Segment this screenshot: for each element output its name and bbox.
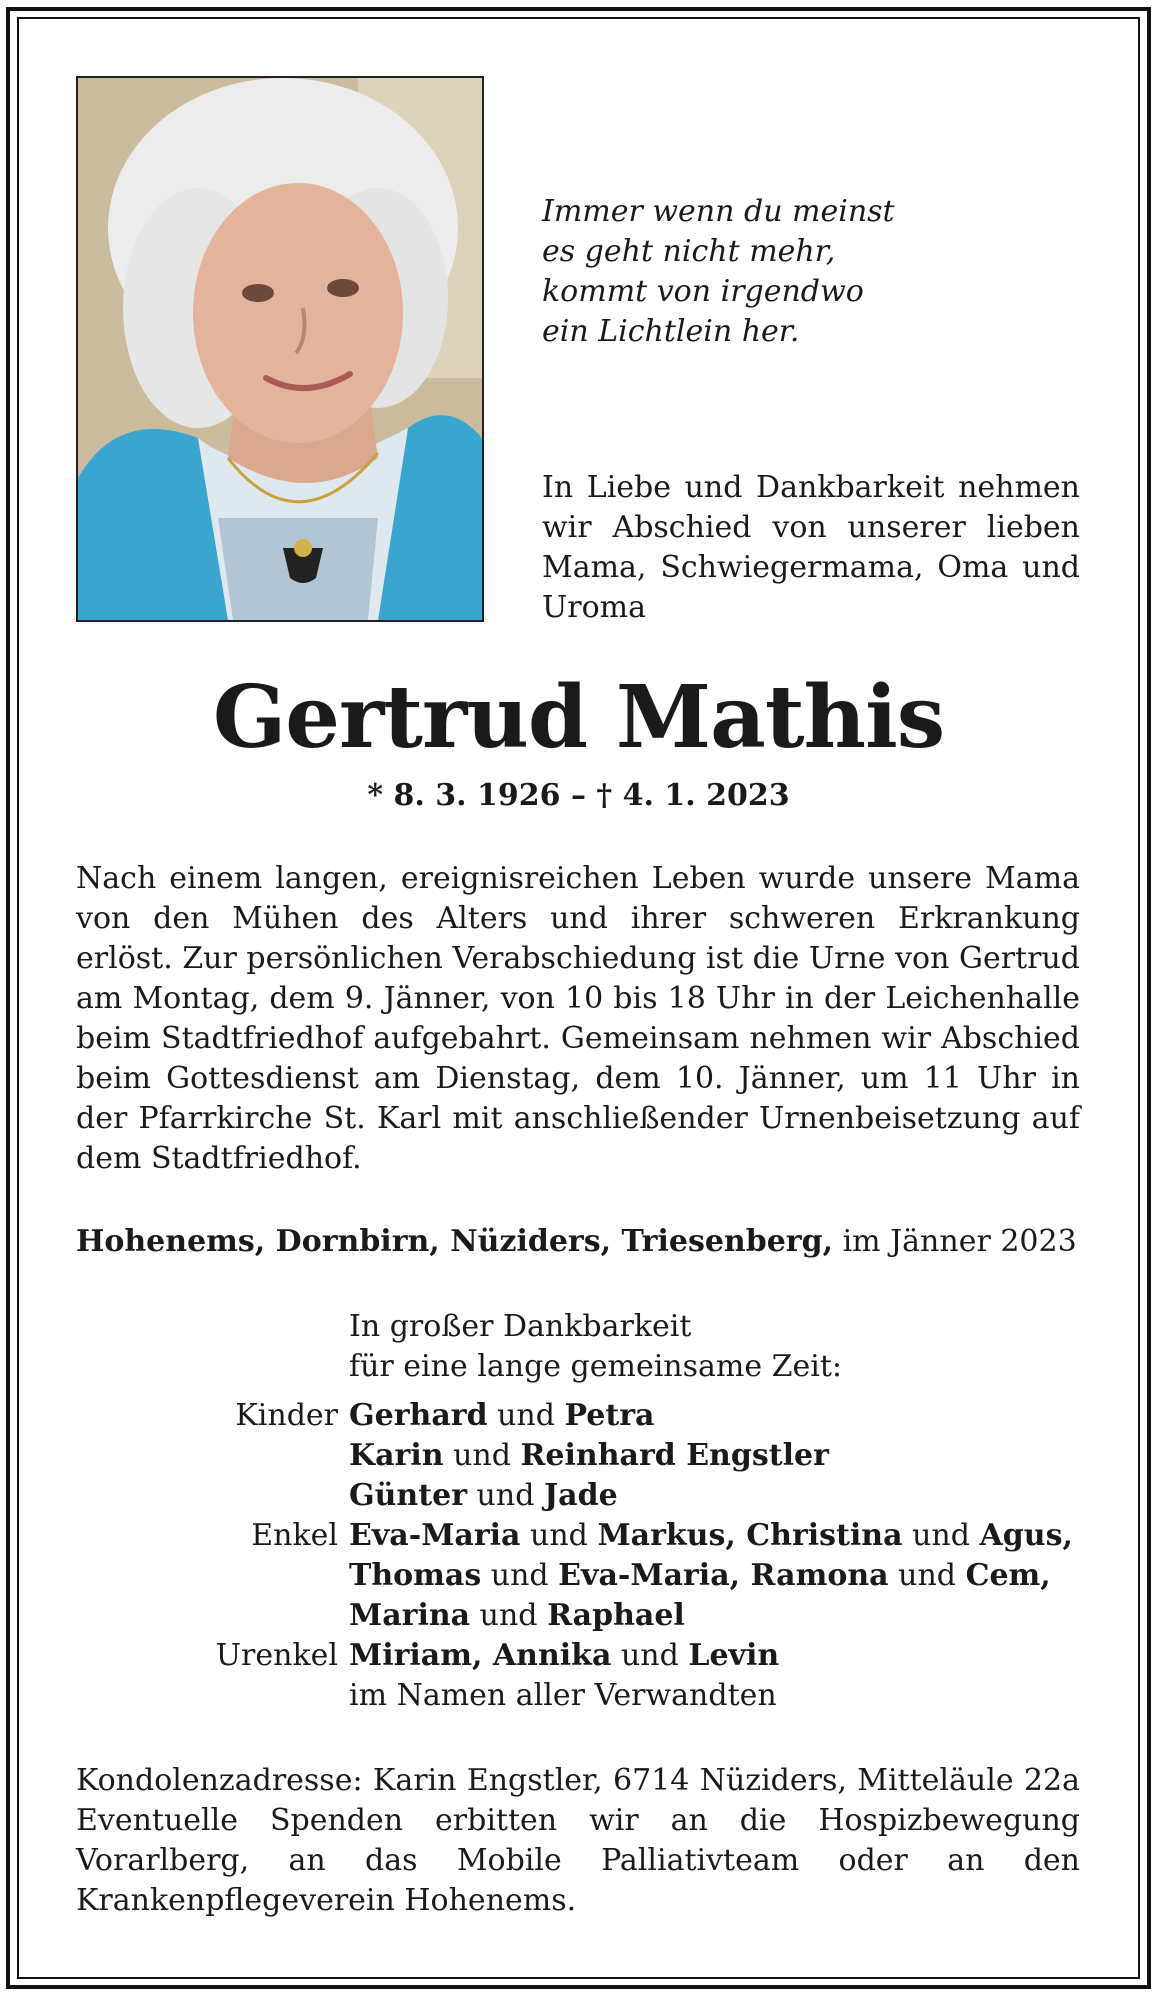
poem-line: es geht nicht mehr, — [542, 234, 836, 269]
family-name: Agus, — [979, 1518, 1073, 1553]
family-name: Eva-Maria, Ramona — [558, 1558, 889, 1593]
family-name: Marina — [349, 1598, 471, 1633]
thanks-line: für eine lange gemeinsame Zeit: — [349, 1349, 843, 1384]
family-row — [0, 1636, 1157, 1676]
family-name: Eva-Maria — [349, 1518, 521, 1553]
announcement-text: Nach einem langen, ereignisreichen Leben wurde unsere Mama von den Mühen des Alters und ihrer schweren Erkrankung erlöst. Zur persönlichen Verabschiedung ist die Urne von Gertrud am Montag, dem 9. Jänner, von 10 bis 18 Uhr in der Leichenhalle beim Stadtfriedhof aufgebahrt. Gemeinsam nehmen wir Abschied beim Gottesdienst am Dienstag, dem 10. Jänner, um 11 Uhr in der Pfarrkirche St. Karl mit anschließender Urnenbeisetzung auf dem Stadtfriedhof. — [76, 861, 1080, 1176]
life-dates: * 8. 3. 1926 – † 4. 1. 2023 — [367, 778, 790, 813]
relatives-line: im Namen aller Verwandten — [349, 1678, 777, 1713]
family-name: Cem, — [965, 1558, 1051, 1593]
family-name: Petra — [564, 1398, 655, 1433]
poem-line: kommt von irgendwo — [542, 274, 864, 309]
family-row — [0, 1476, 1157, 1516]
thanks-line: In großer Dankbarkeit — [349, 1309, 692, 1344]
condolence-text: Kondolenzadresse: Karin Engstler, 6714 Nüziders, Mitteläule 22a Eventuelle Spenden erbitten wir an die Hospizbewegung Vorarlberg, an das Mobile Palliativteam oder an den Krankenpflegeverein Hohenems. — [76, 1763, 1080, 1918]
portrait-photo — [76, 76, 484, 622]
family-label-enkel: Enkel — [251, 1518, 338, 1553]
poem — [542, 192, 895, 352]
conjunction: und — [476, 1478, 535, 1513]
family-name: Reinhard Engstler — [520, 1438, 829, 1473]
family-name: Günter — [349, 1478, 467, 1513]
family-row — [0, 1516, 1157, 1556]
family-name: Raphael — [547, 1598, 685, 1633]
family-row — [0, 1436, 1157, 1476]
conjunction: und — [453, 1438, 511, 1473]
family-row — [0, 1676, 1157, 1716]
family-name: Markus, Christina — [597, 1518, 903, 1553]
conjunction: und — [490, 1558, 549, 1593]
place-date: im Jänner 2023 — [833, 1224, 1077, 1259]
family-row — [0, 1396, 1157, 1436]
family-name: Karin — [349, 1438, 444, 1473]
thanks-text — [349, 1307, 842, 1387]
place-towns: Hohenems, Dornbirn, Nüziders, Triesenberg, — [76, 1224, 834, 1259]
portrait-illustration — [78, 78, 482, 620]
conjunction: und — [479, 1598, 538, 1633]
family-name: Miriam, Annika — [349, 1638, 612, 1673]
family-name: Jade — [543, 1478, 618, 1513]
conjunction: und — [912, 1518, 970, 1553]
family-list — [0, 1396, 1157, 1716]
poem-line: ein Lichtlein her. — [542, 314, 800, 349]
conjunction: und — [497, 1398, 555, 1433]
conjunction: und — [898, 1558, 957, 1593]
conjunction: und — [530, 1518, 588, 1553]
conjunction: und — [620, 1638, 679, 1673]
family-row — [0, 1596, 1157, 1636]
family-name: Levin — [688, 1638, 780, 1673]
place-date-line — [76, 1222, 1080, 1262]
poem-line: Immer wenn du meinst — [542, 194, 895, 229]
deceased-name: Gertrud Mathis — [212, 667, 945, 768]
intro-text: In Liebe und Dankbarkeit nehmen wir Abschied von unserer lieben Mama, Schwiegermama, Oma und Uroma — [542, 470, 1080, 625]
family-row — [0, 1556, 1157, 1596]
family-label-kinder: Kinder — [235, 1398, 338, 1433]
family-name: Thomas — [349, 1558, 482, 1593]
family-name: Gerhard — [349, 1398, 488, 1433]
family-label-urenkel: Urenkel — [215, 1638, 338, 1673]
